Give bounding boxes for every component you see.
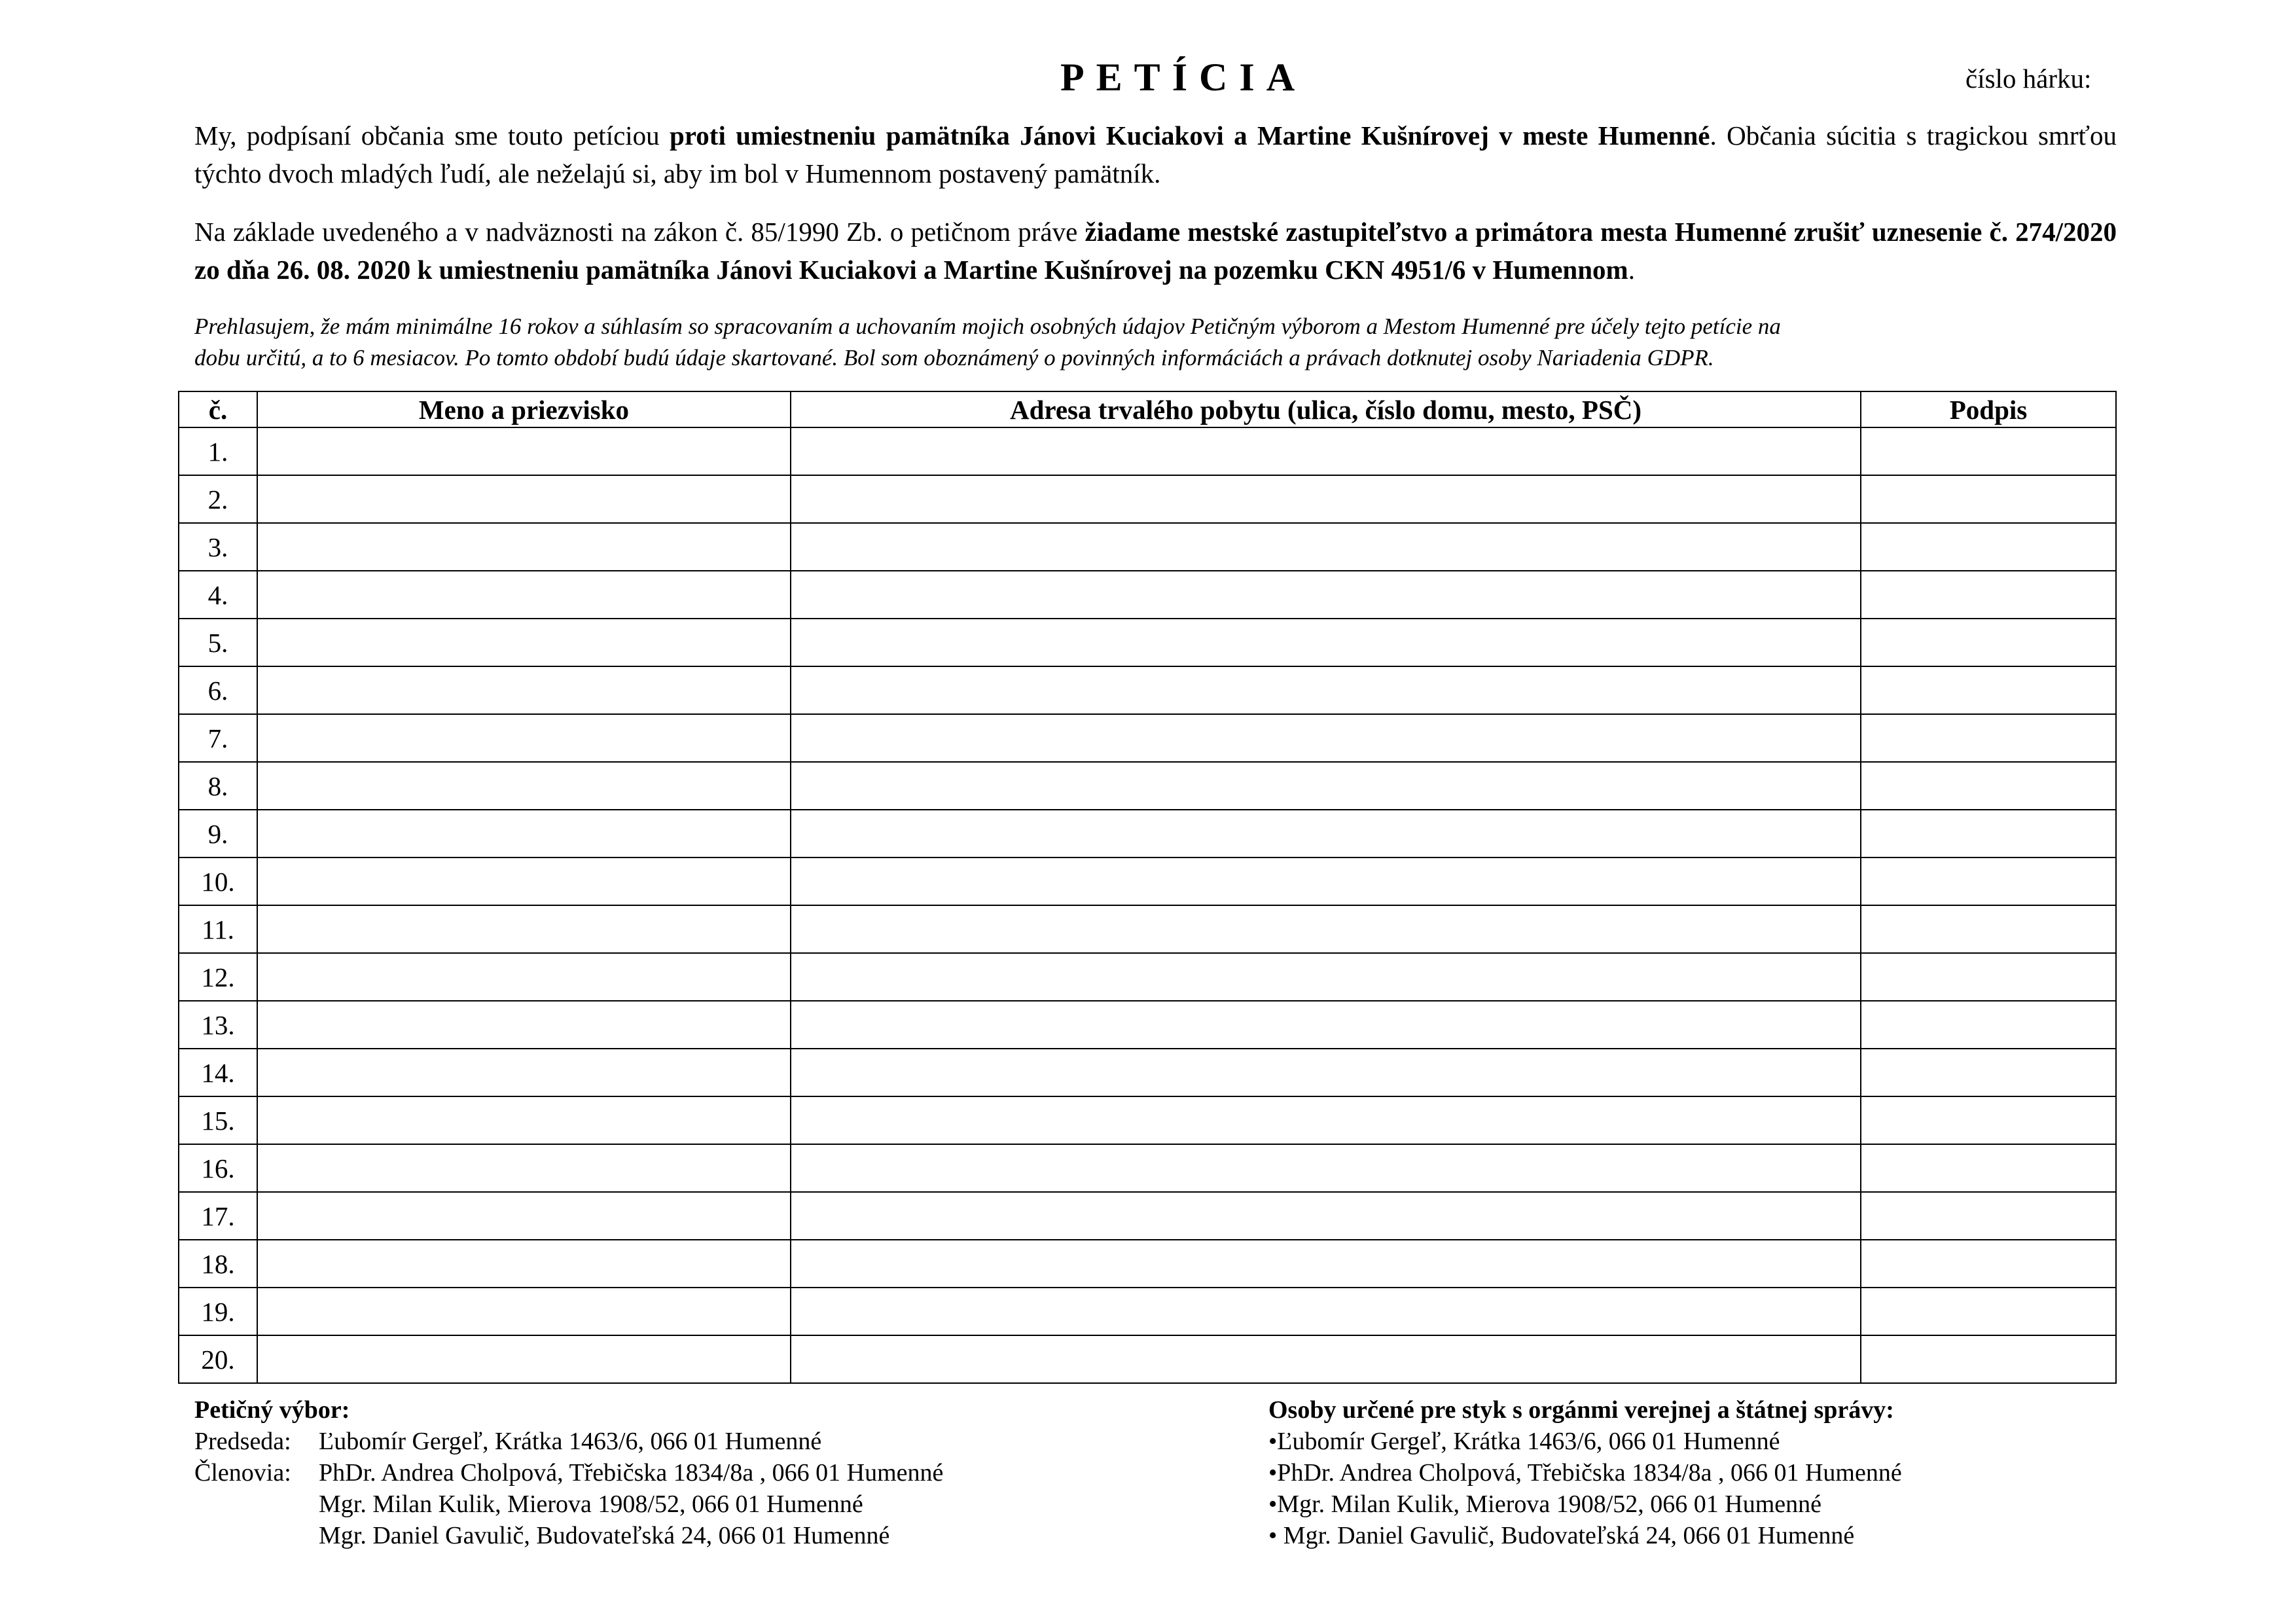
signature-cell[interactable] <box>1861 810 2116 857</box>
name-cell[interactable] <box>257 427 791 475</box>
member-name: PhDr. Andrea Cholpová, Třebičska 1834/8a , 066 01 Humenné <box>319 1459 944 1487</box>
address-cell[interactable] <box>791 714 1861 762</box>
column-header-name: Meno a priezvisko <box>257 391 791 427</box>
contact-persons <box>1268 1394 1902 1551</box>
table-header-row <box>179 391 2116 427</box>
row-number: 2. <box>179 475 257 523</box>
table-row <box>179 1288 2116 1335</box>
address-cell[interactable] <box>791 571 1861 619</box>
row-number: 8. <box>179 762 257 810</box>
signature-cell[interactable] <box>1861 953 2116 1001</box>
contact-item: •PhDr. Andrea Cholpová, Třebičska 1834/8a , 066 01 Humenné <box>1268 1459 1902 1487</box>
petition-request-emphasis: žiadame mestské zastupiteľstvo a primátora mesta Humenné zrušiť uznesenie č. 274/2020 zo dňa 26. 08. 2020 k umiestneniu pamätníka Jánovi Kuciakovi a Martine Kušnírovej na pozemku CKN 4951/6 v Humennom <box>194 217 2117 285</box>
members-label: Členovia: <box>194 1459 291 1487</box>
page-title: PETÍCIA <box>1060 56 1307 99</box>
petition-request <box>194 213 2117 289</box>
name-cell[interactable] <box>257 1288 791 1335</box>
column-header-signature: Podpis <box>1861 391 2116 427</box>
signature-cell[interactable] <box>1861 475 2116 523</box>
column-header-number: č. <box>179 391 257 427</box>
table-row <box>179 571 2116 619</box>
address-cell[interactable] <box>791 1096 1861 1144</box>
address-cell[interactable] <box>791 762 1861 810</box>
petition-statement-lead: My, podpísaní občania sme touto petíciou <box>194 120 670 151</box>
signature-cell[interactable] <box>1861 1335 2116 1383</box>
row-number: 11. <box>179 905 257 953</box>
committee-member: Mgr. Milan Kulik, Mierova 1908/52, 066 01 Humenné <box>319 1490 863 1518</box>
table-row <box>179 953 2116 1001</box>
name-cell[interactable] <box>257 1144 791 1192</box>
chair-label: Predseda: <box>194 1428 291 1455</box>
petition-statement <box>194 117 2117 192</box>
signature-cell[interactable] <box>1861 1288 2116 1335</box>
name-cell[interactable] <box>257 666 791 714</box>
row-number: 18. <box>179 1240 257 1288</box>
table-row <box>179 857 2116 905</box>
row-number: 4. <box>179 571 257 619</box>
signature-cell[interactable] <box>1861 571 2116 619</box>
row-number: 13. <box>179 1001 257 1049</box>
address-cell[interactable] <box>791 1240 1861 1288</box>
address-cell[interactable] <box>791 905 1861 953</box>
address-cell[interactable] <box>791 427 1861 475</box>
petition-request-lead: Na základe uvedeného a v nadväznosti na zákon č. 85/1990 Zb. o petičnom práve <box>194 217 1085 247</box>
chair-name: Ľubomír Gergeľ, Krátka 1463/6, 066 01 Humenné <box>319 1428 822 1455</box>
row-number: 10. <box>179 857 257 905</box>
table-row <box>179 475 2116 523</box>
row-number: 1. <box>179 427 257 475</box>
name-cell[interactable] <box>257 1001 791 1049</box>
table-row <box>179 619 2116 666</box>
name-cell[interactable] <box>257 523 791 571</box>
address-cell[interactable] <box>791 523 1861 571</box>
signature-cell[interactable] <box>1861 427 2116 475</box>
address-cell[interactable] <box>791 475 1861 523</box>
signature-cell[interactable] <box>1861 523 2116 571</box>
signature-cell[interactable] <box>1861 1049 2116 1096</box>
signature-cell[interactable] <box>1861 714 2116 762</box>
signature-cell[interactable] <box>1861 1192 2116 1240</box>
signature-table <box>178 391 2117 1384</box>
committee-chair <box>194 1426 943 1457</box>
signature-cell[interactable] <box>1861 1240 2116 1288</box>
committee-member <box>194 1457 943 1489</box>
row-number: 12. <box>179 953 257 1001</box>
address-cell[interactable] <box>791 666 1861 714</box>
sheet-number-label: číslo hárku: <box>1965 63 2092 94</box>
table-row <box>179 1096 2116 1144</box>
name-cell[interactable] <box>257 762 791 810</box>
name-cell[interactable] <box>257 571 791 619</box>
name-cell[interactable] <box>257 1049 791 1096</box>
petition-statement-tail: . Občania súcitia s tragickou smrťou týchto dvoch mladých ľudí, ale neželajú si, aby im bol v Humennom postavený pamätník. <box>194 120 2117 189</box>
name-cell[interactable] <box>257 714 791 762</box>
name-cell[interactable] <box>257 810 791 857</box>
table-row <box>179 1001 2116 1049</box>
contact-item: • Mgr. Daniel Gavulič, Budovateľská 24, 066 01 Humenné <box>1268 1522 1855 1549</box>
name-cell[interactable] <box>257 857 791 905</box>
address-cell[interactable] <box>791 1335 1861 1383</box>
name-cell[interactable] <box>257 1335 791 1383</box>
signature-cell[interactable] <box>1861 619 2116 666</box>
row-number: 5. <box>179 619 257 666</box>
table-row <box>179 1240 2116 1288</box>
table-row <box>179 810 2116 857</box>
name-cell[interactable] <box>257 905 791 953</box>
address-cell[interactable] <box>791 1049 1861 1096</box>
address-cell[interactable] <box>791 1192 1861 1240</box>
row-number: 17. <box>179 1192 257 1240</box>
signature-cell[interactable] <box>1861 762 2116 810</box>
gdpr-consent-line: Prehlasujem, že mám minimálne 16 rokov a súhlasím so spracovaním a uchovaním mojich osobných údajov Petičným výborom a Mestom Humenné pre účely tejto petície na <box>194 314 1781 339</box>
table-row <box>179 666 2116 714</box>
signature-cell[interactable] <box>1861 1096 2116 1144</box>
signature-cell[interactable] <box>1861 905 2116 953</box>
table-row <box>179 1335 2116 1383</box>
row-number: 16. <box>179 1144 257 1192</box>
signature-cell[interactable] <box>1861 1001 2116 1049</box>
petition-statement-emphasis: proti umiestneniu pamätníka Jánovi Kuciakovi a Martine Kušnírovej v meste Humenné <box>670 120 1710 151</box>
committee-heading: Petičný výbor: <box>194 1396 350 1424</box>
petition-request-tail: . <box>1628 255 1635 285</box>
signature-cell[interactable] <box>1861 666 2116 714</box>
table-row <box>179 427 2116 475</box>
gdpr-consent-line: dobu určitú, a to 6 mesiacov. Po tomto období budú údaje skartované. Bol som oboznámený o povinných informáciách a právach dotknutej osoby Nariadenia GDPR. <box>194 345 1714 370</box>
row-number: 7. <box>179 714 257 762</box>
contact-item: •Mgr. Milan Kulik, Mierova 1908/52, 066 01 Humenné <box>1268 1490 1821 1518</box>
address-cell[interactable] <box>791 619 1861 666</box>
contact-item: •Ľubomír Gergeľ, Krátka 1463/6, 066 01 Humenné <box>1268 1428 1780 1455</box>
name-cell[interactable] <box>257 619 791 666</box>
table-row <box>179 523 2116 571</box>
address-cell[interactable] <box>791 1288 1861 1335</box>
column-header-address: Adresa trvalého pobytu (ulica, číslo domu, mesto, PSČ) <box>791 391 1861 427</box>
committee-member: Mgr. Daniel Gavulič, Budovateľská 24, 066 01 Humenné <box>319 1522 890 1549</box>
address-cell[interactable] <box>791 1001 1861 1049</box>
petition-committee <box>194 1394 943 1551</box>
row-number: 15. <box>179 1096 257 1144</box>
row-number: 6. <box>179 666 257 714</box>
contacts-heading: Osoby určené pre styk s orgánmi verejnej a štátnej správy: <box>1268 1396 1894 1424</box>
name-cell[interactable] <box>257 1096 791 1144</box>
name-cell[interactable] <box>257 475 791 523</box>
gdpr-consent <box>194 311 2117 374</box>
row-number: 20. <box>179 1335 257 1383</box>
table-row <box>179 762 2116 810</box>
signature-cell[interactable] <box>1861 857 2116 905</box>
address-cell[interactable] <box>791 857 1861 905</box>
table-row <box>179 714 2116 762</box>
address-cell[interactable] <box>791 810 1861 857</box>
row-number: 3. <box>179 523 257 571</box>
address-cell[interactable] <box>791 953 1861 1001</box>
signature-cell[interactable] <box>1861 1144 2116 1192</box>
name-cell[interactable] <box>257 1240 791 1288</box>
table-row <box>179 905 2116 953</box>
row-number: 19. <box>179 1288 257 1335</box>
table-row <box>179 1049 2116 1096</box>
row-number: 9. <box>179 810 257 857</box>
name-cell[interactable] <box>257 953 791 1001</box>
row-number: 14. <box>179 1049 257 1096</box>
name-cell[interactable] <box>257 1192 791 1240</box>
address-cell[interactable] <box>791 1144 1861 1192</box>
table-row <box>179 1144 2116 1192</box>
table-row <box>179 1192 2116 1240</box>
